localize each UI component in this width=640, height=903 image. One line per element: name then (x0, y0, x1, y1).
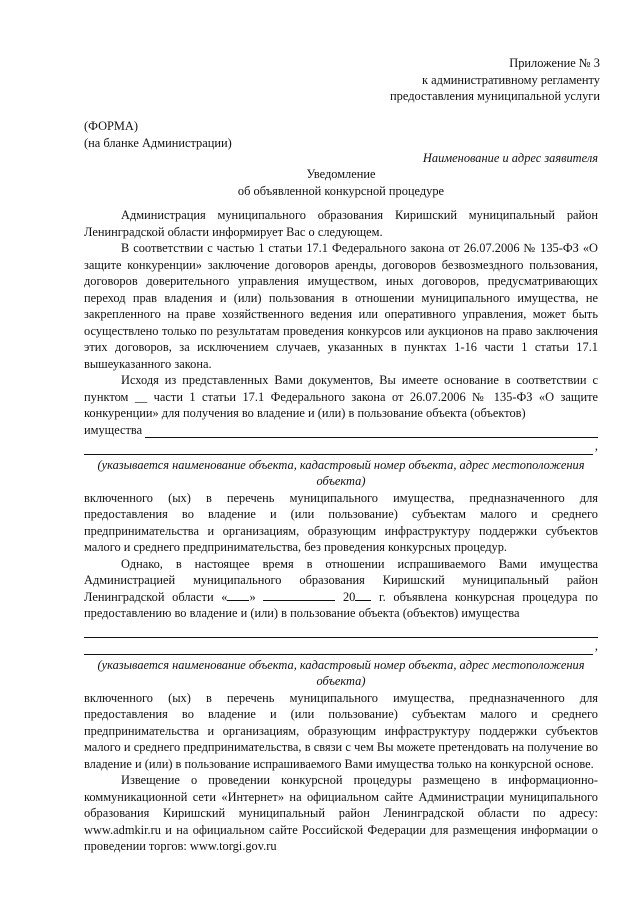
paragraph-notice: Извещение о проведении конкурсной процедуры размещено в информационно-коммуникационной сети «Интернет» на официальном сайте Администрации муниципального образования Киришский муниципальный район Ленинградской области по адресу: www.admkir.ru и на официальном сайте Российской Федерации для размещения информации о проведении торгов: www.torgi.gov.ru (84, 773, 598, 853)
comma: , (594, 439, 598, 453)
title-line-2: об объявленной конкурсной процедуре (237, 183, 445, 198)
year-prefix: 20 (342, 589, 356, 604)
document-title (84, 166, 598, 199)
fill-blank (84, 443, 593, 455)
fill-blank (145, 425, 598, 438)
however-text-b: » (249, 589, 256, 604)
form-note (84, 118, 232, 151)
year-blank (355, 589, 371, 601)
property-label: имущества (84, 422, 143, 437)
property-fill-line (84, 422, 598, 439)
paragraph-included-1: включенного (ых) в перечень муниципального имущества, предназначенного для предоставления во владение и (или пользование) субъектам малого и среднего предпринимательства и организациям, образующим инфраструктуру поддержки субъектов малого и среднего предпринимательства, без проведения конкурсных процедур. (84, 490, 598, 554)
fill-blank (84, 643, 593, 655)
paragraph-basis: Исходя из представленных Вами документов, Вы имеете основание в соответствии с пунктом __ части 1 статьи 17.1 Федерального закона от 26.07.2006 № 135-ФЗ «О защите конкуренции» для получения во владение и (или) в пользование объекта (объектов) (84, 373, 598, 420)
form-label: (ФОРМА) (84, 119, 138, 133)
appendix-line-2: к административному регламенту (422, 72, 600, 87)
fill-line-1 (84, 622, 598, 639)
document-body (84, 207, 598, 855)
however-text-d: г. объявлена конкурсная процедура по предоставлению во владение и (или) в пользование объекта (объектов) имущества (84, 589, 598, 620)
fill-line-full (84, 438, 598, 455)
month-blank (263, 589, 335, 601)
day-blank (227, 589, 249, 601)
addressee-label: Наименование и адрес заявителя (422, 151, 598, 165)
object-hint-2: (указывается наименование объекта, кадастровый номер объекта, адрес местоположения объекта) (97, 657, 585, 688)
fill-line-2 (84, 638, 598, 655)
object-hint-1: (указывается наименование объекта, кадастровый номер объекта, адрес местоположения объекта) (97, 457, 585, 488)
appendix-line-1: Приложение № 3 (509, 56, 600, 70)
comma: , (594, 639, 598, 653)
however-text-a: Однако, в настоящее время в отношении испрашиваемого Вами имущества Администрацией муниципального образования Киришский муниципальный район Ленинградской области « (84, 556, 598, 604)
paragraph-law: В соответствии с частью 1 статьи 17.1 Федерального закона от 26.07.2006 № 135-ФЗ «О защите конкуренции» заключение договоров аренды, договоров безвозмездного пользования, договоров доверительного управления имуществом, иных договоров, предусматривающих переход прав владения и (или) пользования в отношении муниципального имущества, не закрепленного на праве хозяйственного ведения или оперативного управления, может быть осуществлено только по результатам проведения конкурсов или аукционов на право заключения этих договоров, за исключением случаев, указанных в пунктах 1-16 части 1 статьи 17.1 вышеуказанного закона. (84, 241, 598, 371)
paragraph-intro: Администрация муниципального образования Киришский муниципальный район Ленинградской области информирует Вас о следующем. (84, 208, 598, 239)
letterhead-note: (на бланке Администрации) (84, 135, 232, 150)
paragraph-included-2: включенного (ых) в перечень муниципального имущества, предназначенного для предоставления во владение и (или пользование) субъектам малого и среднего предпринимательства и организациям, образующим инфраструктуру поддержки субъектов малого и среднего предпринимательства, в связи с чем Вы можете претендовать на получение во владение и (или) в пользование испрашиваемого Вами имущества только на конкурсной основе. (84, 690, 598, 771)
fill-blank (84, 626, 598, 638)
appendix-line-3: предоставления муниципальной услуги (390, 89, 600, 103)
appendix-header (340, 55, 600, 105)
title-line-1: Уведомление (306, 167, 376, 181)
paragraph-however (84, 556, 598, 622)
